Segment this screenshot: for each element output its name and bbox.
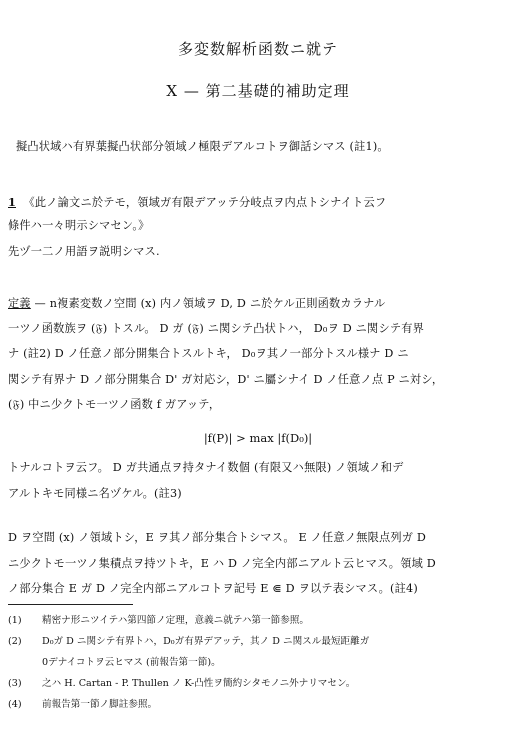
definition-line-1 [8,297,508,311]
footnote-text: D₀ガ D ニ関シテ有界トハ，D₀ガ有界デアッテ，其ノ D ニ関スル最短距離ガ [42,636,370,647]
paragraph-2-line-3: ノ部分集合 E ガ D ノ完全内部ニアルコトヲ記号 E ⋐ D ヲ以テ表シマス。(註4) [8,582,418,595]
definition-line-3: ナ (註2) D ノ任意ノ部分開集合トスルトキ， D₀ヲ其ノ一部分トスル様ナ D ニ [8,347,409,360]
footnote-text: 0デナイコトヲ云ヒマス (前報告第一節)。 [42,657,221,668]
footnote-number: (1) [8,615,22,626]
footnote-number: (2) [8,636,22,647]
section-text: 《此ノ論文ニ於テモ，領域ガ有限デアッテ分岐点ヲ内点トシナイト云フ [23,196,387,209]
paragraph-2-line-2: ニ少クトモ一ツノ集積点ヲ持ツトキ，E ハ D ノ完全内部ニアルト云ヒマス。領域 D [8,557,436,570]
definition-line-2: 一ツノ函数族ヲ (𝔉) トスル。 D ガ (𝔉) ニ関シテ凸状トハ， D₀ヲ D ニ関シテ有界 [8,322,424,335]
intro-paragraph: 擬凸状域ハ有界葉擬凸状部分領域ノ極限デアルコトヲ御話シマス (註1)。 [16,140,389,153]
footnote-text: 前報告第一節ノ脚註参照。 [42,699,158,710]
footnote-3 [8,678,508,690]
footnote-2 [8,636,508,648]
footnote-text: 精密ナ形ニツイテハ第四節ノ定理，意義ニ就テハ第一節参照。 [42,615,309,626]
paragraph-2-line-1: D ヲ空間 (x) ノ領域トシ，E ヲ其ノ部分集合トシマス。 E ノ任意ノ無限点列ガ D [8,531,427,544]
footnote-4 [8,699,508,711]
definition-formula: |f(P)| > max |f(D₀)| [203,431,313,445]
definition-line-7: アルトキモ同様ニ名ヅケル。(註3) [8,487,182,500]
footnote-2-continued [8,657,508,669]
section-subtitle: X — 第二基礎的補助定理 [166,82,350,100]
footnote-1 [8,615,508,627]
definition-line-4: 関シテ有界ナ D ノ部分開集合 D' ガ対応シ，D' ニ屬シナイ D ノ任意ノ点 P ニ対シ， [8,373,444,386]
definition-text: — n複素変数ノ空間 (x) 内ノ領域ヲ D, D ニ於ケル正則函数カラナル [34,297,386,310]
section-number: 1 [8,195,16,209]
section-1-line-2: 條件ハ一々明示シマセン。》 [8,219,150,232]
document-title: 多変数解析函数ニ就テ [177,40,338,58]
section-1-line-1 [8,195,508,210]
footnote-number: (3) [8,678,22,689]
definition-line-6: トナルコトヲ云フ。 D ガ共通点ヲ持タナイ数個 (有限又ハ無限) ノ領域ノ和デ [8,461,404,474]
footnote-text: 之ハ H. Cartan - P. Thullen ノ K-凸性ヲ簡約シタモノニ外ナリマセン。 [42,678,356,689]
footnote-number: (4) [8,699,22,710]
definition-term: 定義 [8,297,31,310]
section-1-line-3: 先ヅ一二ノ用語ヲ説明シマス. [8,245,160,258]
footnote-divider [8,604,133,605]
definition-line-5: (𝔉) 中ニ少クトモ一ツノ函数 f ガアッテ， [8,398,221,411]
